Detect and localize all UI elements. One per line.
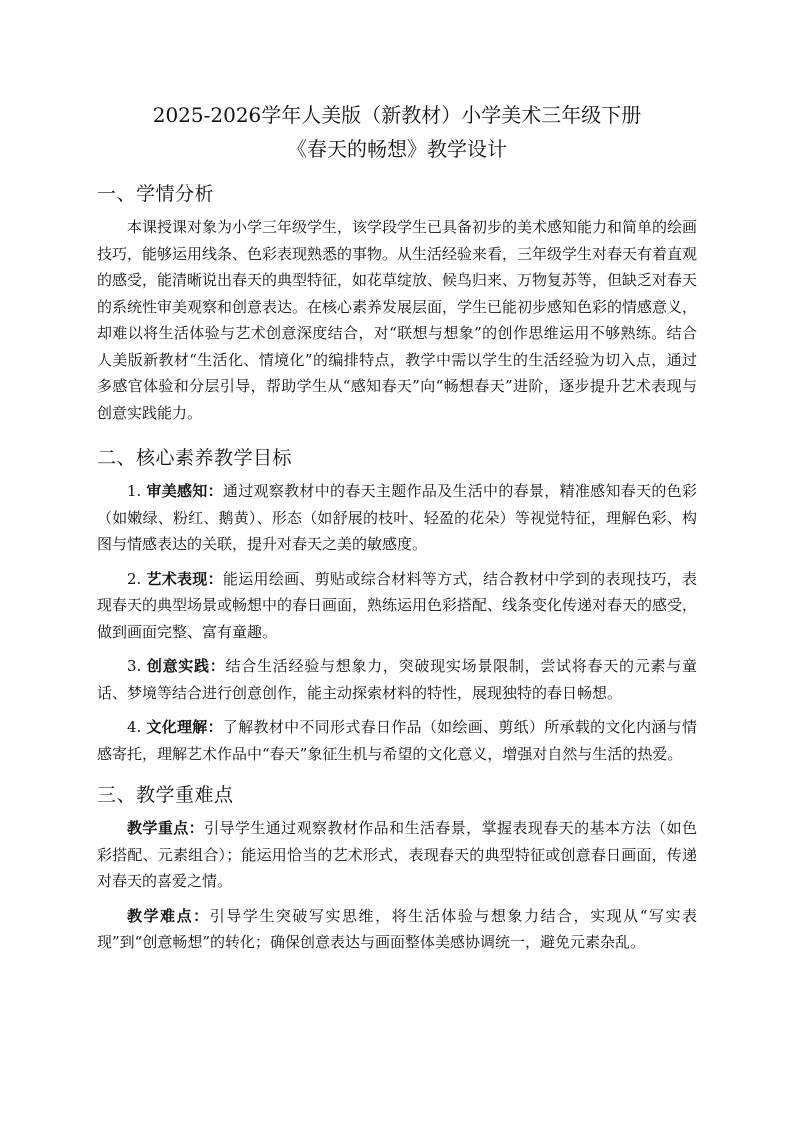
analysis-paragraph: 本课授课对象为小学三年级学生，该学段学生已具备初步的美术感知能力和简单的绘画技巧，能够运用线条、色彩表现熟悉的事物。从生活经验来看，三年级学生对春天有着直观的感受，能清晰说出春天的典型特征，如花草绽放、候鸟归来、万物复苏等，但缺乏对春天的系统性审美观察和创意表达。在核心素养发展层面，学生已能初步感知色彩的情感意义，却难以将生活体验与艺术创意深度结合，对“联想与想象”的创作思维运用不够熟练。结合人美版新教材“生活化、情境化”的编排特点，教学中需以学生的生活经验为切入点，通过多感官体验和分层引导，帮助学生从“感知春天”向“畅想春天”进阶，逐步提升艺术表现与创意实践能力。 [97,218,698,422]
goal-item [97,478,697,558]
document-title-line2: 《春天的畅想》教学设计 [287,137,507,161]
goal-name: 审美感知： [146,482,223,500]
section-heading: 三、教学重难点 [97,784,234,806]
goal-number: 1. [127,482,142,500]
goal-name: 创意实践： [146,657,226,675]
goal-text: 结合生活经验与想象力，突破现实场景限制，尝试将春天的元素与童话、梦境等结合进行创意创作，能主动探索材料的特性，展现独特的春日畅想。 [97,657,697,702]
section-heading: 一、学情分析 [97,183,215,205]
goal-name: 文化理解： [146,718,223,736]
goal-text: 能运用绘画、剪贴或综合材料等方式，结合教材中学到的表现技巧，表现春天的典型场景或畅想中的春日画面，熟练运用色彩搭配、线条变化传递对春天的感受，做到画面完整、富有童趣。 [97,569,698,641]
goal-item [97,653,697,706]
keypoint-item [97,815,697,895]
document-title-line1: 2025-2026学年人美版（新教材）小学美术三年级下册 [152,103,642,127]
section-key-difficult-points [97,781,697,956]
section-learner-analysis [97,180,697,426]
goal-item [97,566,697,646]
section-teaching-goals [97,444,697,767]
goal-number: 2. [127,569,142,588]
goal-number: 4. [127,718,142,736]
keypoint-item [97,903,697,956]
goal-text: 了解教材中不同形式春日作品（如绘画、剪纸）所承载的文化内涵与情感寄托，理解艺术作品中“春天”象征生机与希望的文化意义，增强对自然与生活的热爱。 [97,718,697,763]
goal-item [97,714,697,767]
goal-number: 3. [127,657,142,675]
goal-name: 艺术表现： [146,569,223,588]
keypoint-name: 教学重点： [127,819,205,837]
keypoint-text: 引导学生突破写实思维，将生活体验与想象力结合，实现从“写实表现”到“创意畅想”的转化；确保创意表达与画面整体美感协调统一，避免元素杂乱。 [97,906,697,951]
keypoint-text: 引导学生通过观察教材作品和生活春景，掌握表现春天的基本方法（如色彩搭配、元素组合）；能运用恰当的艺术形式，表现春天的典型特征或创意春日画面，传递对春天的喜爱之情。 [97,819,697,890]
keypoint-name: 教学难点： [127,906,210,925]
section-heading: 二、核心素养教学目标 [97,447,293,469]
goal-text: 通过观察教材中的春天主题作品及生活中的春景，精准感知春天的色彩（如嫩绿、粉红、鹅黄）、形态（如舒展的枝叶、轻盈的花朵）等视觉特征，理解色彩、构图与情感表达的关联，提升对春天之美的敏感度。 [97,482,697,553]
